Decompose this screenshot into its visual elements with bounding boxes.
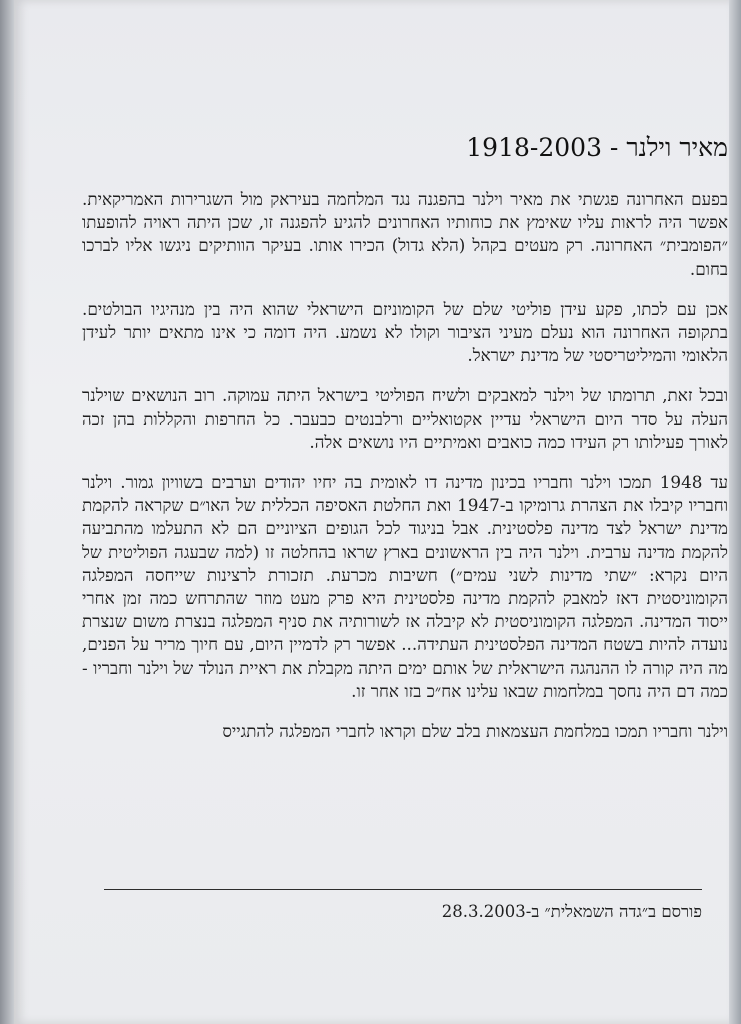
page-edge <box>729 0 741 1024</box>
cut-off-line: וילנר וחבריו תמכו במלחמת העצמאות בלב שלם וקראו לחברי המפלגה להתגייס <box>222 721 728 742</box>
paragraph-4: עד 1948 תמכו וילנר וחבריו בכינון מדינה דו לאומית בה יחיו יהודים וערבים בשוויון גמור. וילנר וחבריו קיבלו את הצהרת גרומיקו ב-1947 ואת החלטת האסיפה הכללית של האו״ם שקראה להקמת מדינת ישראל לצד מדינה פלסטינית. אבל בניגוד לכל הגופים הציוניים הם לא התעלמו מהתביעה להקמת מדינה ערבית. וילנר היה בין הראשונים בארץ שראו בהחלטה זו (למה שבעגה הפוליטית של היום נקרא: ״שתי מדינות לשני עמים״) חשיבות מכרעת. תזכורת לרצינות שייחסה המפלגה הקומוניסטית דאז למאבק להקמת מדינה פלסטינית היא פרק מעט מוזר שהתרחש כמה זמן אחרי ייסוד המדינה. המפלגה הקומוניסטית לא קיבלה אז לשורותיה את סניף המפלגה בנצרת משום שנצרת נועדה להיות בשטח המדינה הפלסטינית העתידה... אפשר רק לדמיין היום, עם חיוך מריר על הפנים, מה היה קורה לו ההנהגה הישראלית של אותם ימים היתה מקבלת את ראיית הנולד של וילנר וחבריו - כמה דם היה נחסך במלחמות שבאו עלינו אח״כ בזו אחר זו. <box>82 472 729 701</box>
book-page <box>14 0 729 1024</box>
show-through-text <box>269 88 609 98</box>
paragraph-1: בפעם האחרונה פגשתי את מאיר וילנר בהפגנה נגד המלחמה בעיראק מול השגרירות האמריקאית. אפשר היה לראות עליו שאימץ את כוחותיו האחרונים להגיע להפגנה זו, שכן היתה ראויה להופעתו ״הפומבית״ האחרונה. רק מעטים בקהל (הלא גדול) הכירו אותו. בעיקר הוותיקים ניגשו אליו לברכו בחום. <box>82 189 728 279</box>
book-gutter-shadow <box>0 0 14 1024</box>
article-body <box>82 132 728 742</box>
paragraph-3: ובכל זאת, תרומתו של וילנר למאבקים ולשיח הפוליטי בישראל היתה עמוקה. רוב הנושאים שוילנר העלה על סדר היום הישראלי עדיין אקטואליים ורלבנטים כבעבר. כל החרפות והקללות בהן זכה לאורך פעילותו רק העידו כמה כואבים ואמיתיים היו נושאים אלה. <box>82 385 728 452</box>
publication-note: פורסם ב״גדה השמאלית״ ב-28.3.2003 <box>441 902 702 921</box>
paragraph-2: אכן עם לכתו, פקע עידן פוליטי שלם של הקומוניזם הישראלי שהוא היה בין מנהיגיו הבולטים. בתקופה האחרונה הוא נעלם מעיני הציבור וקולו לא נשמע. היה דומה כי אינו מתאים יותר לעידן הלאומי והמיליטריסטי של מדינת ישראל. <box>82 298 728 366</box>
footer-divider <box>104 889 702 890</box>
article-title: מאיר וילנר - 1918-2003 <box>466 133 728 162</box>
